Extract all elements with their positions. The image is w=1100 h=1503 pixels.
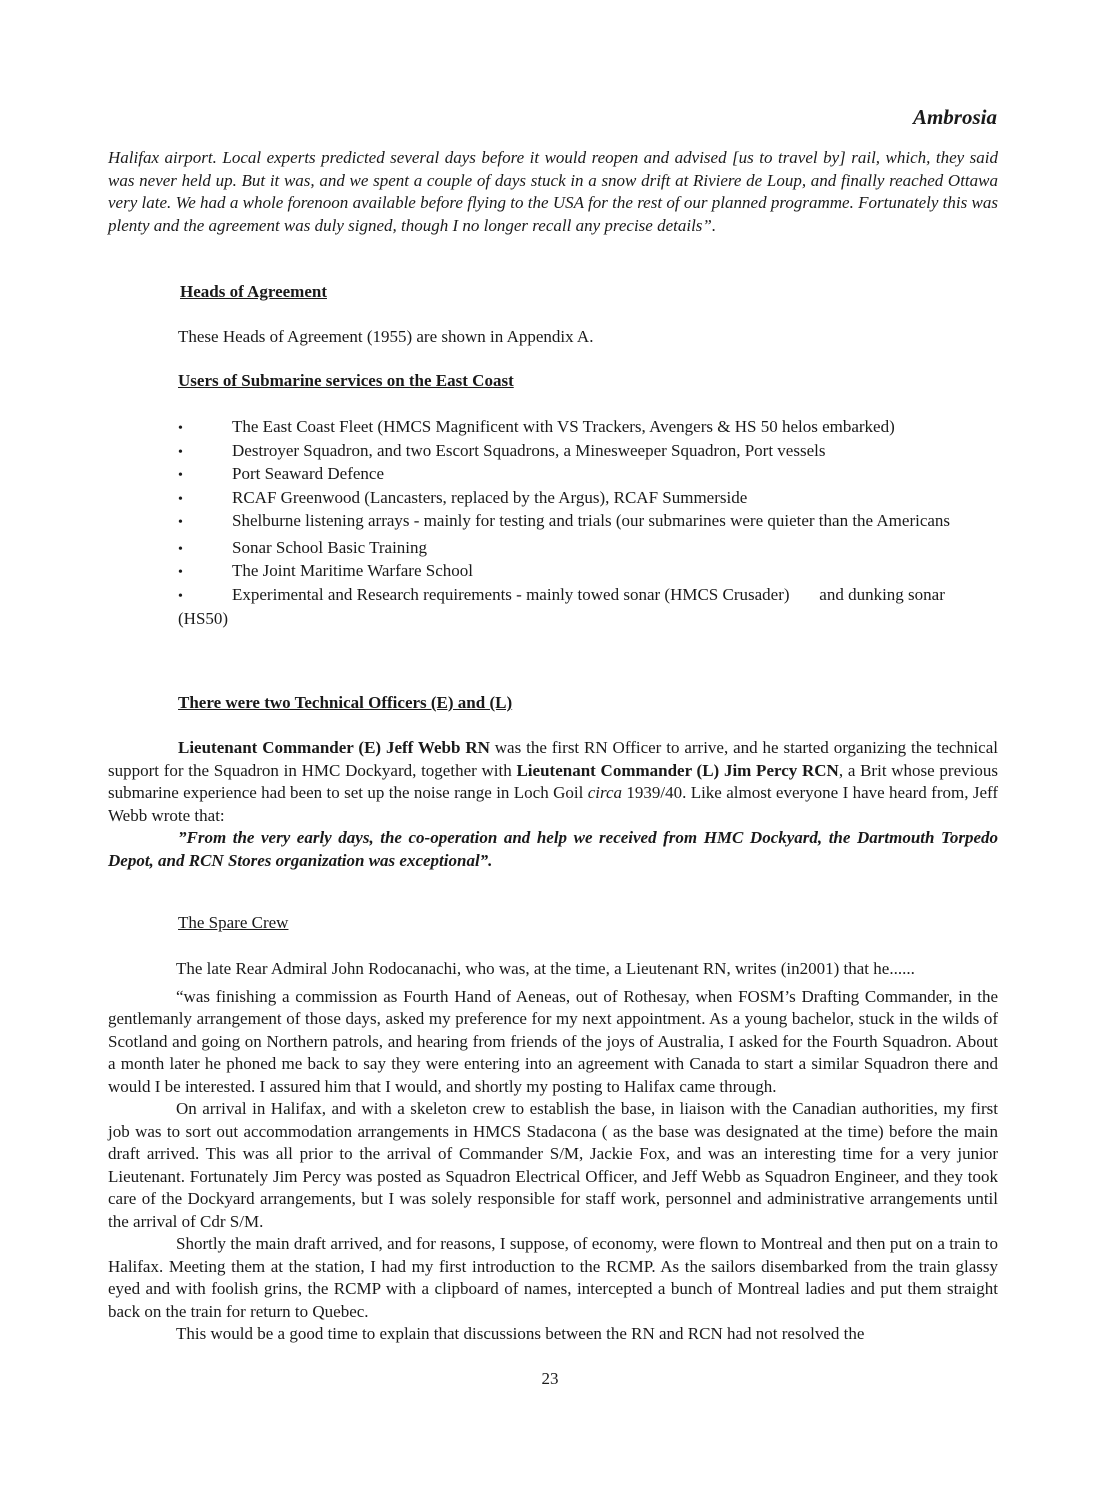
bullet-icon [178, 416, 232, 441]
heads-heading: Heads of Agreement [180, 282, 327, 301]
bullet-icon [178, 510, 232, 535]
paragraph: Shortly the main draft arrived, and for reasons, I suppose, of economy, were flown to Montreal and then put on a train to Halifax. Meeting them at the station, I had my first introduction to the RCMP. As the sailors disembarked from the train glassy eyed and with foolish grins, the RCMP with a clipboard of names, intercepted a bunch of Montreal ladies and put them straight back on the train for return to Quebec. [108, 1234, 998, 1321]
list-item: •Sonar School Basic Training [178, 537, 998, 561]
list-item: • Experimental and Research requirements - mainly towed sonar (HMCS Crusader) and dunking sonar (HS50) [178, 584, 998, 631]
officer-name-webb: Lieutenant Commander (E) Jeff Webb RN [178, 738, 490, 757]
list-item: •The East Coast Fleet (HMCS Magnificent with VS Trackers, Avengers & HS 50 helos embarked) [178, 416, 998, 440]
intro-quote: Halifax airport. Local experts predicted several days before it would reopen and advised [us to travel by] rail, which, they said was never held up. But it was, and we spent a couple of days stuck in a snow drift at Riviere de Loup, and finally reached Ottawa very late. We had a whole forenoon available before flying to the USA for the rest of our planned programme. Fortunately this was plenty and the agreement was duly signed, though I no longer recall any precise details”. [108, 148, 998, 235]
list-item: •The Joint Maritime Warfare School [178, 560, 998, 584]
paragraph: This would be a good time to explain that discussions between the RN and RCN had not resolved the [176, 1324, 865, 1343]
technical-heading: There were two Technical Officers (E) and (L) [178, 693, 513, 712]
paragraph: The late Rear Admiral John Rodocanachi, who was, at the time, a Lieutenant RN, writes (in2001) that he...... [176, 959, 915, 978]
heads-text: These Heads of Agreement (1955) are shown in Appendix A. [178, 327, 594, 346]
users-heading: Users of Submarine services on the East Coast [178, 371, 514, 390]
list-item: •Destroyer Squadron, and two Escort Squadrons, a Minesweeper Squadron, Port vessels [178, 440, 998, 464]
paragraph: “was finishing a commission as Fourth Hand of Aeneas, out of Rothesay, when FOSM’s Drafting Commander, in the gentlemanly arrangement of those days, asked my preference for my next appointment. As a young bachelor, stuck in the wilds of Scotland and going on Northern patrols, and hearing from friends of the joys of Australia, I asked for the Fourth Squadron. About a month later he phoned me back to say they were entering into an agreement with Canada to start a similar Squadron there and would I be interested. I assured him that I would, and shortly my posting to Halifax came through. [108, 986, 998, 1096]
bullet-icon [178, 584, 232, 609]
spare-paragraphs [108, 958, 998, 1346]
users-list [178, 416, 998, 631]
bullet-icon [178, 463, 232, 488]
bullet-icon [178, 537, 232, 562]
page-number: 23 [541, 1369, 559, 1388]
list-item: •Port Seaward Defence [178, 463, 998, 487]
bullet-icon [178, 440, 232, 465]
technical-paragraph: Lieutenant Commander (E) Jeff Webb RN was the first RN Officer to arrive, and he started organizing the technical support for the Squadron in HMC Dockyard, together with Lieutenant Commander (L) Jim Percy RCN, a Brit whose previous submarine experience had been to set up the noise range in Loch Goil circa 1939/40. Like almost everyone I have heard from, Jeff Webb wrote that: [108, 738, 999, 825]
paragraph: On arrival in Halifax, and with a skeleton crew to establish the base, in liaison with the Canadian authorities, my first job was to sort out accommodation arrangements in HMCS Stadacona ( as the base was designated at the time) before the main draft arrived. This was all prior to the arrival of Commander S/M, Jackie Fox, and was an interesting time for a very junior Lieutenant. Fortunately Jim Percy was posted as Squadron Electrical Officer, and Jeff Webb as Squadron Engineer, and they took care of the Dockyard arrangements, but I was solely responsible for staff work, personnel and administrative arrangements until the arrival of Cdr S/M. [108, 1099, 998, 1231]
bullet-icon [178, 487, 232, 512]
technical-quote: ”From the very early days, the co-operation and help we received from HMC Dockyard, the Dartmouth Torpedo Depot, and RCN Stores organization was exceptional”. [108, 828, 998, 870]
bullet-icon [178, 560, 232, 585]
list-item: •Shelburne listening arrays - mainly for testing and trials (our submarines were quieter than the Americans [178, 510, 998, 535]
list-item: •RCAF Greenwood (Lancasters, replaced by the Argus), RCAF Summerside [178, 487, 998, 511]
spare-heading: The Spare Crew [178, 913, 289, 932]
officer-name-percy: Lieutenant Commander (L) Jim Percy RCN [516, 760, 839, 780]
running-header: Ambrosia [912, 105, 997, 129]
